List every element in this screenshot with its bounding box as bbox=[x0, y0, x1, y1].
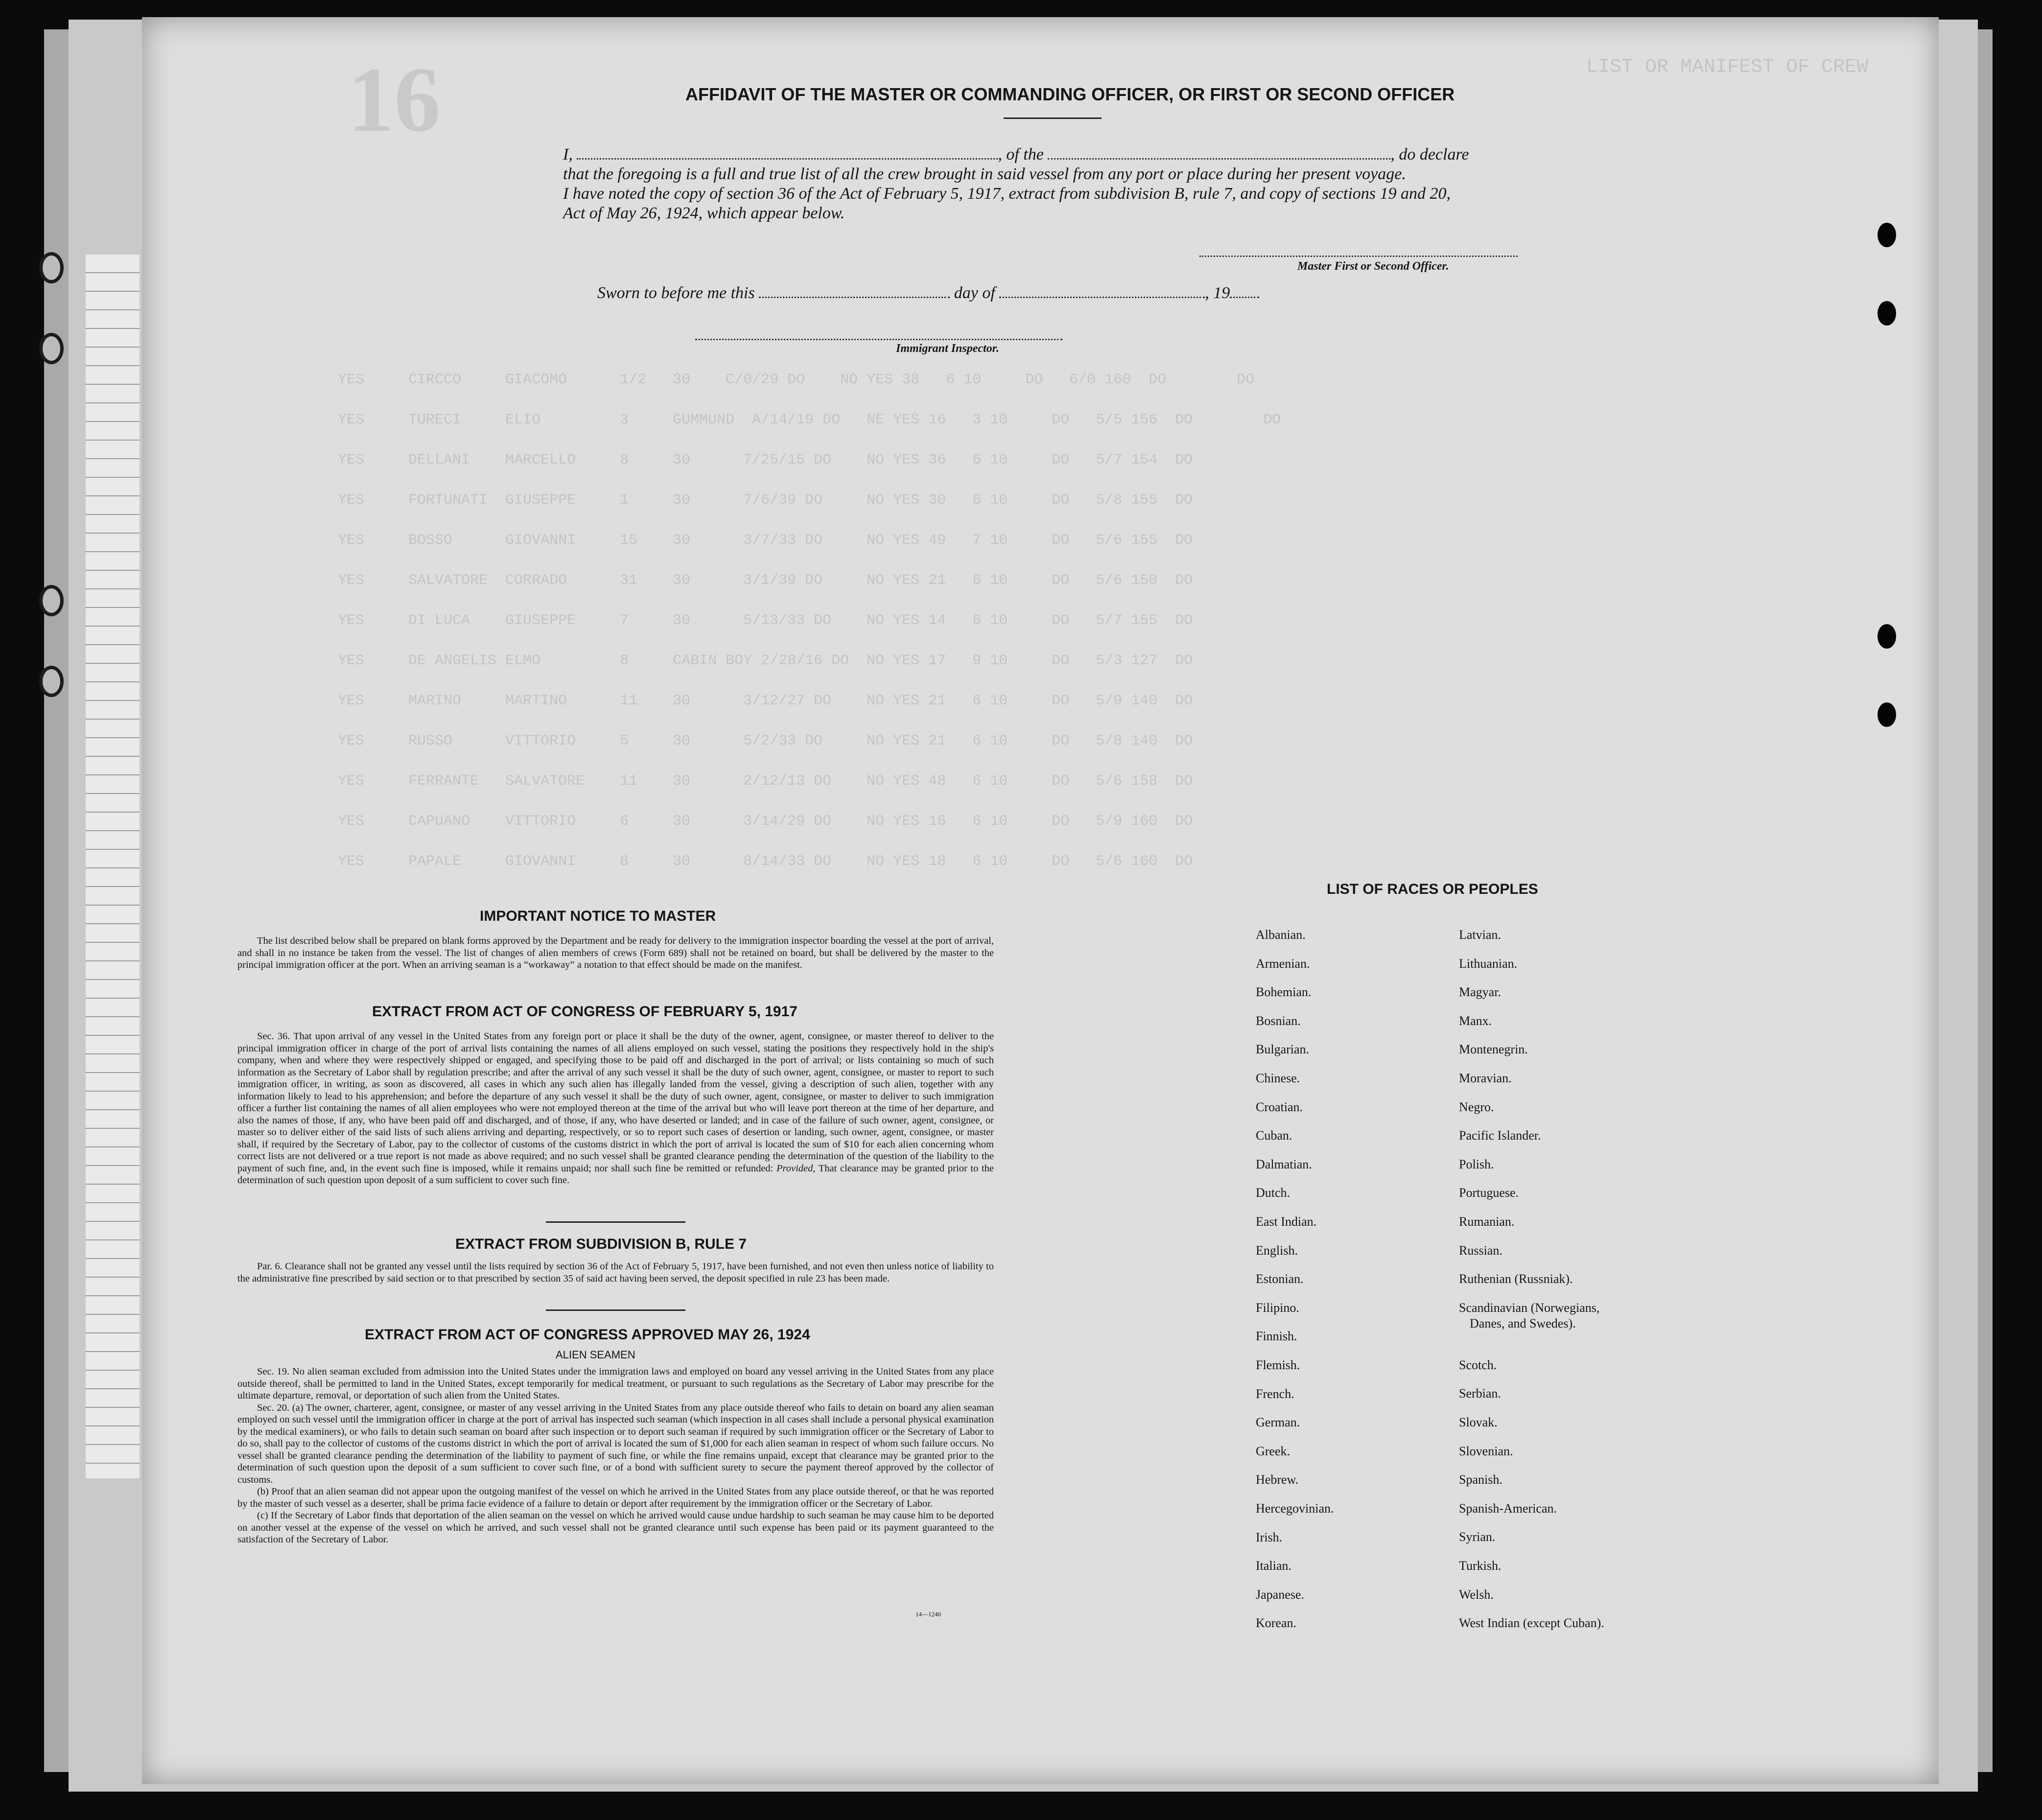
binder-ring-icon bbox=[39, 585, 64, 616]
race-item: French. bbox=[1256, 1386, 1294, 1401]
race-item: Estonian. bbox=[1256, 1272, 1304, 1286]
ruled-sheet bbox=[86, 255, 140, 1478]
affidavit-title: AFFIDAVIT OF THE MASTER OR COMMANDING OFFICER, OR FIRST OR SECOND OFFICER bbox=[685, 84, 1455, 104]
race-item: Serbian. bbox=[1459, 1386, 1501, 1401]
race-item: Italian. bbox=[1256, 1559, 1291, 1573]
affidavit-body-1: that the foregoing is a full and true list of all the crew brought in said vessel from any port or place during her present voyage. bbox=[563, 165, 1406, 183]
race-item: Flemish. bbox=[1256, 1358, 1300, 1372]
race-item: Irish. bbox=[1256, 1530, 1283, 1544]
race-item: Moravian. bbox=[1459, 1071, 1512, 1085]
day-of-label: day of bbox=[954, 284, 995, 302]
race-item: Welsh. bbox=[1459, 1587, 1494, 1602]
race-item: Scotch. bbox=[1459, 1357, 1497, 1372]
race-item: Turkish. bbox=[1459, 1559, 1502, 1573]
race-item: Filipino. bbox=[1256, 1300, 1299, 1315]
extract-1924-title: EXTRACT FROM ACT OF CONGRESS APPROVED MAY 26, 1924 bbox=[365, 1327, 810, 1343]
divider bbox=[546, 1221, 685, 1223]
extract-1924-body bbox=[237, 1366, 994, 1546]
race-item: Syrian. bbox=[1459, 1530, 1496, 1544]
race-item: East Indian. bbox=[1256, 1214, 1317, 1229]
punch-hole-icon bbox=[1878, 223, 1896, 247]
sec-20c-text: (c) If the Secretary of Labor finds that deportation of the alien seaman on the vessel on which he arrived would cause undue hardship to such seaman he may cause him to be deported on another vessel at the expense of the vessel on which he arrived, and such vessel shall not be granted clearance until such expense has been paid or its payment guaranteed to the satisfaction of the Secretary of Labor. bbox=[237, 1510, 994, 1545]
race-item: Hebrew. bbox=[1256, 1472, 1299, 1487]
race-item: Negro. bbox=[1459, 1099, 1494, 1114]
form-number: 14—1240 bbox=[915, 1610, 941, 1618]
alien-seamen-subtitle: ALIEN SEAMEN bbox=[556, 1349, 635, 1361]
race-item: Spanish. bbox=[1459, 1472, 1502, 1487]
rule7-body bbox=[237, 1260, 994, 1284]
do-declare-label: , do declare bbox=[1390, 145, 1469, 163]
proviso-label: Provided, bbox=[776, 1163, 816, 1174]
race-item: Magyar. bbox=[1459, 985, 1501, 1000]
race-item: Montenegrin. bbox=[1459, 1042, 1528, 1057]
race-item: Armenian. bbox=[1256, 956, 1310, 971]
rule7-text: Par. 6. Clearance shall not be granted any vessel until the lists required by section 36 of the Act of February 5, 1917, have been furnished, and not even then unless notice of liability to the administrative fine prescribed by said section or to that prescribed by section 35 of said act having been served, the deposit specified in rule 23 has been made. bbox=[237, 1261, 994, 1284]
race-item: Pacific Islander. bbox=[1459, 1128, 1541, 1143]
race-item: Hercegovinian. bbox=[1256, 1501, 1334, 1516]
name-field bbox=[577, 158, 998, 160]
inspector-label: Immigrant Inspector. bbox=[896, 342, 999, 355]
race-item: Spanish-American. bbox=[1459, 1501, 1557, 1516]
race-item: Russian. bbox=[1459, 1243, 1502, 1258]
sworn-month-field bbox=[999, 297, 1205, 298]
races-title: LIST OF RACES OR PEOPLES bbox=[1327, 881, 1538, 897]
declarant-line bbox=[563, 145, 1469, 164]
year-label: , 19 bbox=[1205, 284, 1230, 302]
sec-36-label: Sec. 36. bbox=[257, 1031, 290, 1042]
race-item: English. bbox=[1256, 1243, 1298, 1258]
race-item: Dutch. bbox=[1256, 1186, 1291, 1200]
race-item: Danes, and Swedes). bbox=[1470, 1316, 1576, 1330]
notice-title: IMPORTANT NOTICE TO MASTER bbox=[480, 908, 716, 924]
race-item: Finnish. bbox=[1256, 1329, 1297, 1344]
master-signature-line bbox=[1199, 255, 1518, 257]
race-item: Portuguese. bbox=[1459, 1186, 1519, 1200]
sec-36-tail: That clearance may be granted prior to the determination of such question upon deposit of a sum sufficient to cover such fine. bbox=[237, 1163, 994, 1186]
race-item: Cuban. bbox=[1256, 1128, 1292, 1143]
divider bbox=[1004, 117, 1102, 119]
race-item: Ruthenian (Russniak). bbox=[1459, 1272, 1573, 1286]
punch-hole-icon bbox=[1878, 702, 1896, 727]
punch-hole-icon bbox=[1878, 301, 1896, 326]
race-item: Croatian. bbox=[1256, 1099, 1303, 1114]
of-the-label: , of the bbox=[998, 145, 1044, 163]
race-item: Greek. bbox=[1256, 1444, 1291, 1458]
race-item: West Indian (except Cuban). bbox=[1459, 1616, 1604, 1631]
race-item: Slovak. bbox=[1459, 1415, 1498, 1429]
punch-hole-icon bbox=[1878, 624, 1896, 649]
vessel-field bbox=[1048, 158, 1390, 160]
race-item: Korean. bbox=[1256, 1616, 1297, 1631]
sec-20b-text: (b) Proof that an alien seaman did not appear upon the outgoing manifest of the vessel on which he arrived in the United States from any place outside thereof, or that he was reported by the master of such vessel as a deserter, shall be prima facie evidence of a failure to detain or deport after requirement by the immigration officer or the Secretary of Labor. bbox=[237, 1486, 994, 1509]
race-item: Bohemian. bbox=[1256, 985, 1312, 1000]
race-item: Bosnian. bbox=[1256, 1013, 1301, 1028]
race-item: Bulgarian. bbox=[1256, 1042, 1310, 1057]
manifest-page bbox=[142, 17, 1939, 1784]
race-item: Rumanian. bbox=[1459, 1214, 1515, 1229]
binder-ring-icon bbox=[39, 252, 64, 283]
extract-1917-body bbox=[237, 1030, 994, 1187]
race-item: Manx. bbox=[1459, 1013, 1492, 1028]
notice-body bbox=[237, 935, 994, 971]
i-label: I, bbox=[563, 145, 573, 163]
race-item: Dalmatian. bbox=[1256, 1157, 1312, 1171]
race-item: Latvian. bbox=[1459, 928, 1501, 942]
bleed-through: YES CIRCCO GIACOMO 1/2 30 C/0/29 DO NO YES 38 6 10 DO 6/0 160 DO DO YES TURECI ELIO 3 GUMMUND A/14/19 DO NE YES 16 3 10 DO 5/5 156 DO DO YES DELLANI MARCELLO 8 30 7/25/15 DO NO YES 36 6 10 DO 5/7 154 DO YES FORTUNATI GIUSEPPE 1 30 7/6/39 DO NO YES 30 6 10 DO 5/8 155 DO YES BOSSO GIOVANNI 15 30 3/7/33 DO NO YES 49 7 10 DO 5/6 155 DO YES SALVATORE CORRADO 31 30 3/1/39 DO NO YES 21 6 10 DO 5/6 150 DO YES DI LUCA GIUSEPPE 7 30 5/13/33 DO NO YES 14 6 10 DO 5/7 155 DO YES DE ANGELIS ELMO 8 CABIN BOY 2/28/16 DO NO YES 17 9 10 DO 5/3 127 DO YES MARINO MARTINO 11 30 3/12/27 DO NO YES 21 6 10 DO 5/9 140 DO YES RUSSO VITTORIO 5 30 5/2/33 DO NO YES 21 6 10 DO 5/8 140 DO YES FERRANTE SALVATORE 11 30 2/12/13 DO NO YES 48 6 10 DO 5/6 158 DO YES CAPUANO VITTORIO 6 30 3/14/29 DO NO YES 16 6 10 DO 5/9 160 DO YES PAPALE GIOVANNI 8 30 8/14/33 DO NO YES 18 6 10 DO 5/6 160 DO bbox=[338, 372, 1281, 870]
affidavit-body-3: Act of May 26, 1924, which appear below. bbox=[563, 204, 845, 222]
sworn-day-field bbox=[759, 297, 950, 298]
sworn-line bbox=[597, 284, 1259, 303]
race-item: Scandinavian (Norwegians, bbox=[1459, 1300, 1600, 1315]
affidavit-body-2: I have noted the copy of section 36 of the Act of February 5, 1917, extract from subdivision B, rule 7, and copy of sections 19 and 20, bbox=[563, 185, 1451, 203]
binder-ring-icon bbox=[39, 666, 64, 697]
bleed-through: LIST OR MANIFEST OF CREW bbox=[1586, 56, 1869, 78]
sec-20a-text: Sec. 20. (a) The owner, charterer, agent, consignee, or master of any vessel arriving in the United States from any place outside thereof who fails to detain on board any alien seaman employed on such vessel until the immigration officer in charge at the port of arrival has inspected such seaman (which inspection in all cases shall include a personal physical examination by the medical examiners), or who fails to detain such seaman on board after such inspection or to deport such seaman if required by such immigration officer or the Secretary of Labor to do so, shall pay to the collector of customs of the customs district in which the port of arrival is located the sum of $1,000 for each alien seaman in respect of whom such failure occurs. No vessel shall be granted clearance pending the determination of the liability to payment of such fine, or while the fine remains unpaid, except that clearance may be granted prior to the determination of such question upon the deposit of a sum sufficient to cover such fine, or of a bond with sufficient surety to secure the payment thereof approved by the collector of customs. bbox=[237, 1402, 994, 1485]
sworn-year-field bbox=[1230, 297, 1259, 298]
race-item: Chinese. bbox=[1256, 1071, 1300, 1085]
master-signature-label: Master First or Second Officer. bbox=[1297, 260, 1449, 273]
race-item: Albanian. bbox=[1256, 928, 1306, 942]
race-item: Japanese. bbox=[1256, 1587, 1304, 1602]
rule7-title: EXTRACT FROM SUBDIVISION B, RULE 7 bbox=[455, 1236, 747, 1252]
sec-36-text: That upon arrival of any vessel in the United States from any foreign port or place it shall be the duty of the owner, agent, consignee, or master thereof to deliver to the principal immigration officer in charge of the port of arrival lists containing the names of all aliens employed on such vessel, stating the positions they respectively hold in the ship's company, when and where they were respectively shipped or engaged, and specifying those to be paid off and discharged in the port of arrival; or lists containing so much of such information as the Secretary of Labor shall by regulation prescribe; and after the arrival of any such vessel it shall be the duty of such owner, agent, consignee, or master to report to such immigration officer, in writing, as soon as discovered, all cases in which any such alien has illegally landed from the vessel, giving a description of such alien, together with any information likely to lead to his apprehension; and before the departure of any such vessel it shall be the duty of such owner, agent, consignee, or master to deliver to such immigration officer a further list containing the names of all alien employees who were not employed thereon at the time of the arrival but who will leave port thereon at the time of her departure, and also the names of those, if any, who have been paid off and discharged, and of those, if any, who have deserted or landed; and in case of the failure of such owner, agent, consignee, or master so to deliver either of the said lists of such aliens arriving and departing, respectively, or so to report such cases of desertion or landing, such owner, agent, consignee, or master shall, if required by the Secretary of Labor, pay to the collector of customs of the customs district in which the port of arrival is located the sum of $10 for each alien concerning whom correct lists are not delivered or a true report is not made as above required; and no such vessel shall be granted clearance pending the determination of the question of the liability to the payment of such fine, and, in the event such fine is imposed, while it remains unpaid; nor shall such fine be remitted or refunded: bbox=[237, 1031, 994, 1174]
binder-ring-icon bbox=[39, 333, 64, 364]
race-item: Lithuanian. bbox=[1459, 956, 1518, 971]
bleed-through: 16 bbox=[348, 48, 441, 151]
race-item: Slovenian. bbox=[1459, 1444, 1513, 1458]
race-item: German. bbox=[1256, 1415, 1300, 1430]
race-item: Polish. bbox=[1459, 1157, 1494, 1171]
sec-19-text: Sec. 19. No alien seaman excluded from admission into the United States under the immigration laws and employed on board any vessel arriving in the United States from any place outside thereof, shall be permitted to land in the United States, except temporarily for medical treatment, or pursuant to such regulations as the Secretary of Labor may prescribe for the ultimate departure, removal, or deportation of such alien from the United States. bbox=[237, 1366, 994, 1401]
notice-text: The list described below shall be prepared on blank forms approved by the Department and be ready for delivery to the immigration inspector boarding the vessel at the port of arrival, and shall in no instance be taken from the vessel. The list of changes of alien members of crews (Form 689) shall not be retained on board, but shall be delivered by the master to the principal immigration officer at the port. When an arriving seaman is a “workaway” a notation to that effect should be made on the manifest. bbox=[237, 935, 994, 970]
extract-1917-title: EXTRACT FROM ACT OF CONGRESS OF FEBRUARY 5, 1917 bbox=[372, 1003, 798, 1020]
inspector-signature-line bbox=[695, 338, 1062, 340]
sworn-label: Sworn to before me this bbox=[597, 284, 755, 302]
divider bbox=[546, 1309, 685, 1311]
